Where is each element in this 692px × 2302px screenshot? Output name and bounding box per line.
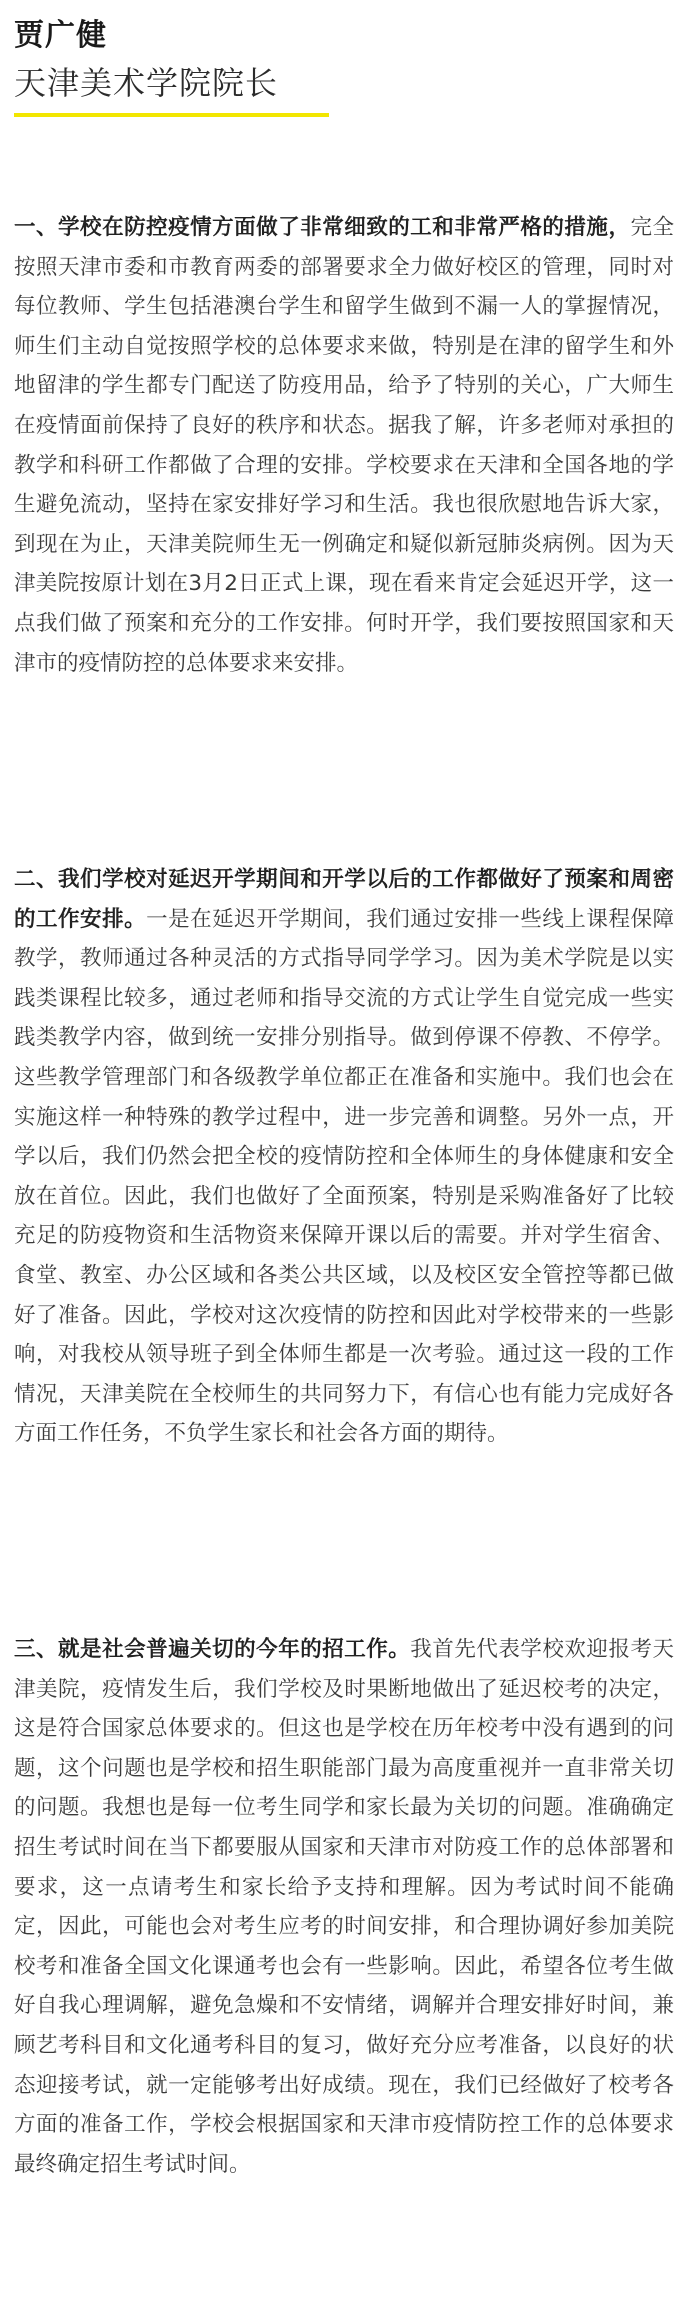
title-underline (14, 113, 329, 117)
speaker-name: 贾广健 (14, 18, 107, 53)
paragraph-section-3 (14, 1630, 674, 2184)
section-heading: 二、我们学校对延迟开学期间和开学以后的工作都做好了预案和周密的工作安排。 (14, 867, 674, 932)
section-heading: 三、就是社会普遍关切的今年的招工作。 (14, 1637, 411, 1662)
section-body: 我首先代表学校欢迎报考天津美院，疫情发生后，我们学校及时果断地做出了延迟校考的决定，这是符合国家总体要求的。但这也是学校在历年校考中没有遇到的问题，这个问题也是学校和招生职能部门最为高度重视并一直非常关切的问题。我想也是每一位考生同学和家长最为关切的问题。准确确定招生考试时间在当下都要服从国家和天津市对防疫工作的总体部署和要求，这一点请考生和家长给予支持和理解。因为考试时间不能确定，因此，可能也会对考生应考的时间安排，和合理协调好参加美院校考和准备全国文化课通考也会有一些影响。因此，希望各位考生做好自我心理调解，避免急燥和不安情绪，调解并合理安排好时间，兼顾艺考科目和文化通考科目的复习，做好充分应考准备，以良好的状态迎接考试，就一定能够考出好成绩。现在，我们已经做好了校考各方面的准备工作，学校会根据国家和天津市疫情防控工作的总体要求最终确定招生考试时间。 (14, 1637, 674, 2177)
paragraph-section-2 (14, 860, 674, 1454)
speaker-title: 天津美术学院院长 (14, 64, 279, 102)
section-body: 一是在延迟开学期间，我们通过安排一些线上课程保障教学，教师通过各种灵活的方式指导同学学习。因为美术学院是以实践类课程比较多，通过老师和指导交流的方式让学生自觉完成一些实践类教学内容，做到统一安排分别指导。做到停课不停教、不停学。这些教学管理部门和各级教学单位都正在准备和实施中。我们也会在实施这样一种特殊的教学过程中，进一步完善和调整。另外一点，开学以后，我们仍然会把全校的疫情防控和全体师生的身体健康和安全放在首位。因此，我们也做好了全面预案，特别是采购准备好了比较充足的防疫物资和生活物资来保障开课以后的需要。并对学生宿舍、食堂、教室、办公区域和各类公共区域，以及校区安全管控等都已做好了准备。因此，学校对这次疫情的防控和因此对学校带来的一些影响，对我校从领导班子到全体师生都是一次考验。通过这一段的工作情况，天津美院在全校师生的共同努力下，有信心也有能力完成好各方面工作任务，不负学生家长和社会各方面的期待。 (14, 906, 674, 1447)
section-body: 完全按照天津市委和市教育两委的部署要求全力做好校区的管理，同时对每位教师、学生包括港澳台学生和留学生做到不漏一人的掌握情况，师生们主动自觉按照学校的总体要求来做，特别是在津的留学生和外地留津的学生都专门配送了防疫用品，给予了特别的关心，广大师生在疫情面前保持了良好的秩序和状态。据我了解，许多老师对承担的教学和科研工作都做了合理的安排。学校要求在天津和全国各地的学生避免流动，坚持在家安排好学习和生活。我也很欣慰地告诉大家，到现在为止，天津美院师生无一例确定和疑似新冠肺炎病例。因为天津美院按原计划在3月2日正式上课，现在看来肯定会延迟开学，这一点我们做了预案和充分的工作安排。何时开学，我们要按照国家和天津市的疫情防控的总体要求来安排。 (14, 215, 674, 676)
paragraph-section-1 (14, 208, 674, 683)
section-heading: 一、学校在防控疫情方面做了非常细致的工和非常严格的措施， (14, 215, 631, 240)
